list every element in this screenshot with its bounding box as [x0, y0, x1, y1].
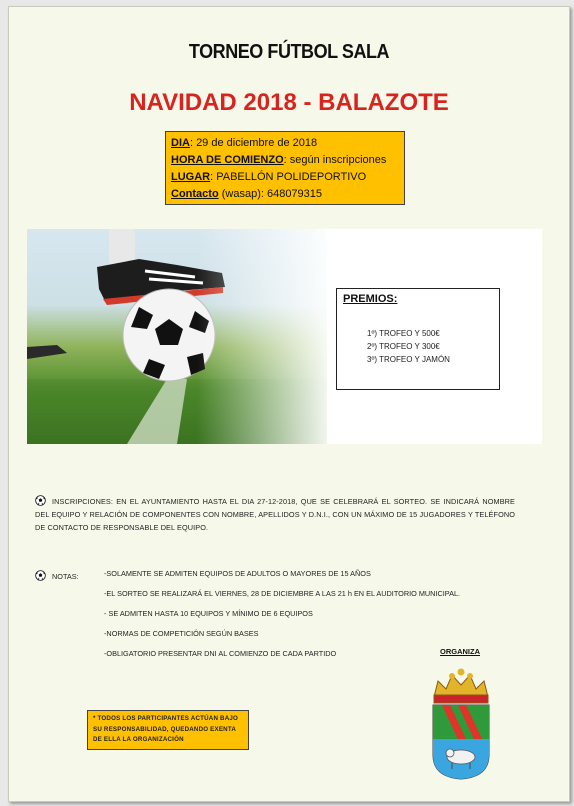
notes-label: NOTAS:	[35, 570, 79, 581]
info-dia: DIA: 29 de diciembre de 2018	[171, 137, 318, 149]
prizes-title: PREMIOS:	[343, 293, 398, 305]
note-item: -OBLIGATORIO PRESENTAR DNI AL COMIENZO DE CADA PARTIDO	[104, 649, 337, 658]
prize-item: 2º) TROFEO Y 300€	[367, 342, 440, 351]
note-item: -NORMAS DE COMPETICIÓN SEGÚN BASES	[104, 629, 259, 638]
info-contacto: Contacto (wasap): 648079315	[171, 188, 323, 200]
note-item: -SOLAMENTE SE ADMITEN EQUIPOS DE ADULTOS O MAYORES DE 15 AÑOS	[104, 569, 371, 578]
photo-fade	[197, 229, 337, 444]
note-item: -EL SORTEO SE REALIZARÁ EL VIERNES, 28 DE DICIEMBRE A LAS 21 h EN EL AUDITORIO MUNICIPAL.	[104, 589, 461, 598]
inscripciones-paragraph: INSCRIPCIONES: EN EL AYUNTAMIENTO HASTA EL DIA 27-12-2018, QUE SE CELEBRARÁ EL SORTEO. SE INDICARÁ NOMBRE DEL EQUIPO Y RELACIÓN DE COMPONENTES CON NOMBRE, APELLIDOS Y D.N.I., CON UN MÁXIMO DE 15 JUGADORES Y TELÉFONO DE CONTACTO DE RESPONSABLE DEL EQUIPO.	[35, 497, 515, 532]
prizes-box	[336, 288, 500, 390]
prize-item: 1º) TROFEO Y 500€	[367, 329, 440, 338]
soccer-ball-icon	[35, 570, 46, 581]
event-info-box	[165, 131, 405, 205]
prizes-list	[367, 327, 493, 366]
info-lugar: LUGAR: PABELLÓN POLIDEPORTIVO	[171, 171, 367, 183]
info-hora: HORA DE COMIENZO: según inscripciones	[171, 154, 387, 166]
coat-of-arms-icon	[428, 667, 494, 780]
poster-title: TORNEO FÚTBOL SALA	[188, 41, 390, 63]
poster-subtitle: NAVIDAD 2018 - BALAZOTE	[129, 89, 449, 116]
disclaimer-box: * TODOS LOS PARTICIPANTES ACTÚAN BAJO SU RESPONSABILIDAD, QUEDANDO EXENTA DE ELLA LA ORGANIZACIÓN	[87, 710, 249, 750]
hero-banner	[27, 229, 542, 444]
soccer-ball-icon	[35, 495, 46, 506]
prize-item: 3º) TROFEO Y JAMÓN	[367, 355, 450, 364]
note-item: - SE ADMITEN HASTA 10 EQUIPOS Y MÍNIMO DE 6 EQUIPOS	[104, 609, 313, 618]
organiza-label: ORGANIZA	[440, 647, 480, 656]
poster-page	[8, 6, 570, 802]
